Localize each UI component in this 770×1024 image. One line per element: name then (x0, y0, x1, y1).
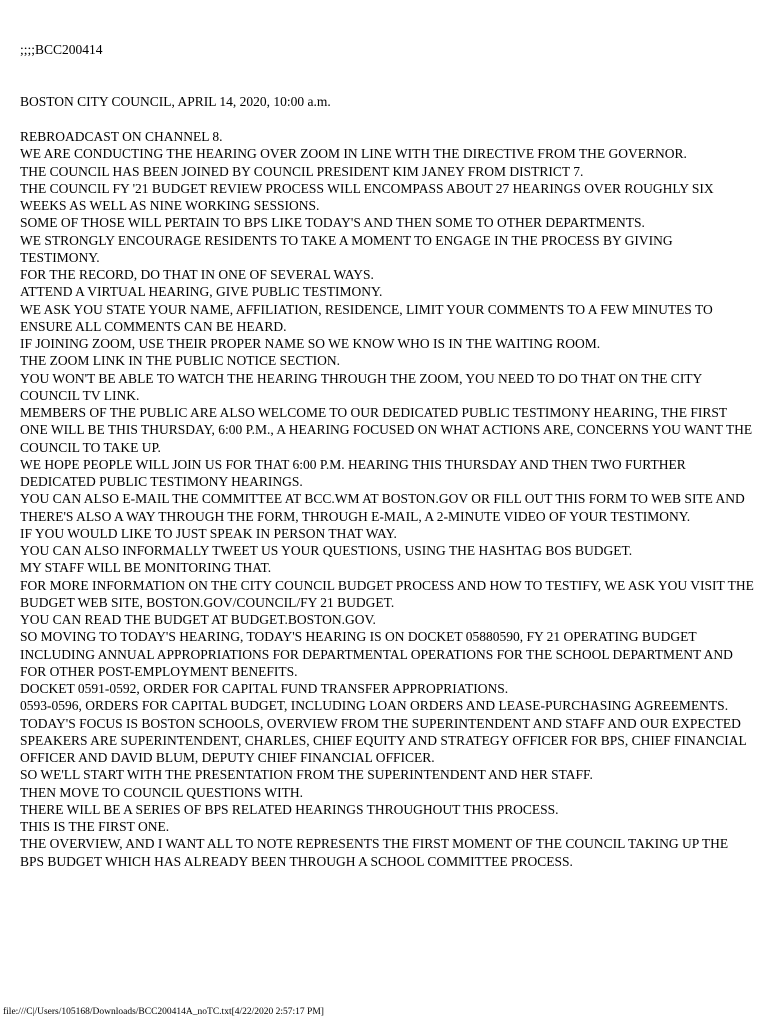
transcript-line: WE ARE CONDUCTING THE HEARING OVER ZOOM IN LINE WITH THE DIRECTIVE FROM THE GOVERNOR. (20, 146, 687, 162)
transcript-line: WE ASK YOU STATE YOUR NAME, AFFILIATION, RESIDENCE, LIMIT YOUR COMMENTS TO A FEW MINUTES TO ENSURE ALL COMMENTS CAN BE HEARD. (20, 301, 713, 334)
transcript-line: TODAY'S FOCUS IS BOSTON SCHOOLS, OVERVIEW FROM THE SUPERINTENDENT AND STAFF AND OUR EXPECTED SPEAKERS ARE SUPERINTENDENT, CHARLES, CHIEF EQUITY AND STRATEGY OFFICER FOR BPS, CHIEF FINANCIAL OFFICER AND DAVID BLUM, DEPUTY CHIEF FINANCIAL OFFICER. (20, 715, 747, 765)
transcript-line: THEN MOVE TO COUNCIL QUESTIONS WITH. (20, 784, 303, 800)
transcript-line: ATTEND A VIRTUAL HEARING, GIVE PUBLIC TESTIMONY. (20, 284, 383, 300)
transcript-line: REBROADCAST ON CHANNEL 8. (20, 129, 223, 144)
transcript-line: MEMBERS OF THE PUBLIC ARE ALSO WELCOME TO OUR DEDICATED PUBLIC TESTIMONY HEARING, THE FIRST ONE WILL BE THIS THURSDAY, 6:00 P.M., A HEARING FOCUSED ON WHAT ACTIONS ARE, CONCERNS YOU WANT THE COUNCIL TO TAKE UP. (20, 405, 753, 455)
transcript-body (20, 128, 755, 870)
transcript-line: SO MOVING TO TODAY'S HEARING, TODAY'S HEARING IS ON DOCKET 05880590, FY 21 OPERATING BUDGET INCLUDING ANNUAL APPROPRIATIONS FOR DEPARTMENTAL OPERATIONS FOR THE SCHOOL DEPARTMENT AND FOR OTHER POST-EMPLOYMENT BENEFITS. (20, 629, 733, 679)
document-id: ;;;;BCC200414 (20, 42, 103, 57)
transcript-line: YOU CAN READ THE BUDGET AT BUDGET.BOSTON.GOV. (20, 612, 376, 627)
transcript-line: FOR MORE INFORMATION ON THE CITY COUNCIL BUDGET PROCESS AND HOW TO TESTIFY, WE ASK YOU VISIT THE BUDGET WEB SITE, BOSTON.GOV/COUNCIL/FY 21 BUDGET. (20, 577, 754, 610)
file-path-footer: file:///C|/Users/105168/Downloads/BCC200414A_noTC.txt[4/22/2020 2:57:17 PM] (3, 1007, 324, 1017)
transcript-line: WE HOPE PEOPLE WILL JOIN US FOR THAT 6:00 P.M. HEARING THIS THURSDAY AND THEN TWO FURTHER DEDICATED PUBLIC TESTIMONY HEARINGS. (20, 456, 686, 489)
transcript-line: IF YOU WOULD LIKE TO JUST SPEAK IN PERSON THAT WAY. (20, 525, 397, 541)
transcript-line: WE STRONGLY ENCOURAGE RESIDENTS TO TAKE A MOMENT TO ENGAGE IN THE PROCESS BY GIVING TESTIMONY. (20, 232, 673, 265)
transcript-line: 0593-0596, ORDERS FOR CAPITAL BUDGET, INCLUDING LOAN ORDERS AND LEASE-PURCHASING AGREEMENTS. (20, 698, 729, 714)
transcript-line: THE ZOOM LINK IN THE PUBLIC NOTICE SECTION. (20, 353, 340, 369)
transcript-line: DOCKET 0591-0592, ORDER FOR CAPITAL FUND TRANSFER APPROPRIATIONS. (20, 681, 509, 696)
transcript-line: YOU CAN ALSO INFORMALLY TWEET US YOUR QUESTIONS, USING THE HASHTAG BOS BUDGET. (20, 543, 633, 558)
transcript-line: SO WE'LL START WITH THE PRESENTATION FROM THE SUPERINTENDENT AND HER STAFF. (20, 767, 593, 783)
transcript-line: YOU WON'T BE ABLE TO WATCH THE HEARING THROUGH THE ZOOM, YOU NEED TO DO THAT ON THE CITY COUNCIL TV LINK. (20, 370, 702, 403)
transcript-line: THE OVERVIEW, AND I WANT ALL TO NOTE REPRESENTS THE FIRST MOMENT OF THE COUNCIL TAKING UP THE BPS BUDGET WHICH HAS ALREADY BEEN THROUGH A SCHOOL COMMITTEE PROCESS. (20, 836, 729, 869)
transcript-line: FOR THE RECORD, DO THAT IN ONE OF SEVERAL WAYS. (20, 267, 374, 282)
transcript-line: IF JOINING ZOOM, USE THEIR PROPER NAME SO WE KNOW WHO IS IN THE WAITING ROOM. (20, 336, 601, 351)
transcript-line: THE COUNCIL HAS BEEN JOINED BY COUNCIL PRESIDENT KIM JANEY FROM DISTRICT 7. (20, 163, 584, 179)
transcript-line: MY STAFF WILL BE MONITORING THAT. (20, 560, 272, 576)
transcript-line: THE COUNCIL FY '21 BUDGET REVIEW PROCESS WILL ENCOMPASS ABOUT 27 HEARINGS OVER ROUGHLY SIX WEEKS AS WELL AS NINE WORKING SESSIONS. (20, 180, 714, 213)
transcript-line: THIS IS THE FIRST ONE. (20, 819, 170, 834)
transcript-line: THERE WILL BE A SERIES OF BPS RELATED HEARINGS THROUGHOUT THIS PROCESS. (20, 801, 559, 817)
transcript-line: YOU CAN ALSO E-MAIL THE COMMITTEE AT BCC.WM AT BOSTON.GOV OR FILL OUT THIS FORM TO WEB SITE AND THERE'S ALSO A WAY THROUGH THE FORM, THROUGH E-MAIL, A 2-MINUTE VIDEO OF YOUR TESTIMONY. (20, 491, 745, 524)
session-title: BOSTON CITY COUNCIL, APRIL 14, 2020, 10:00 a.m. (20, 94, 331, 109)
transcript-line: SOME OF THOSE WILL PERTAIN TO BPS LIKE TODAY'S AND THEN SOME TO OTHER DEPARTMENTS. (20, 215, 645, 231)
